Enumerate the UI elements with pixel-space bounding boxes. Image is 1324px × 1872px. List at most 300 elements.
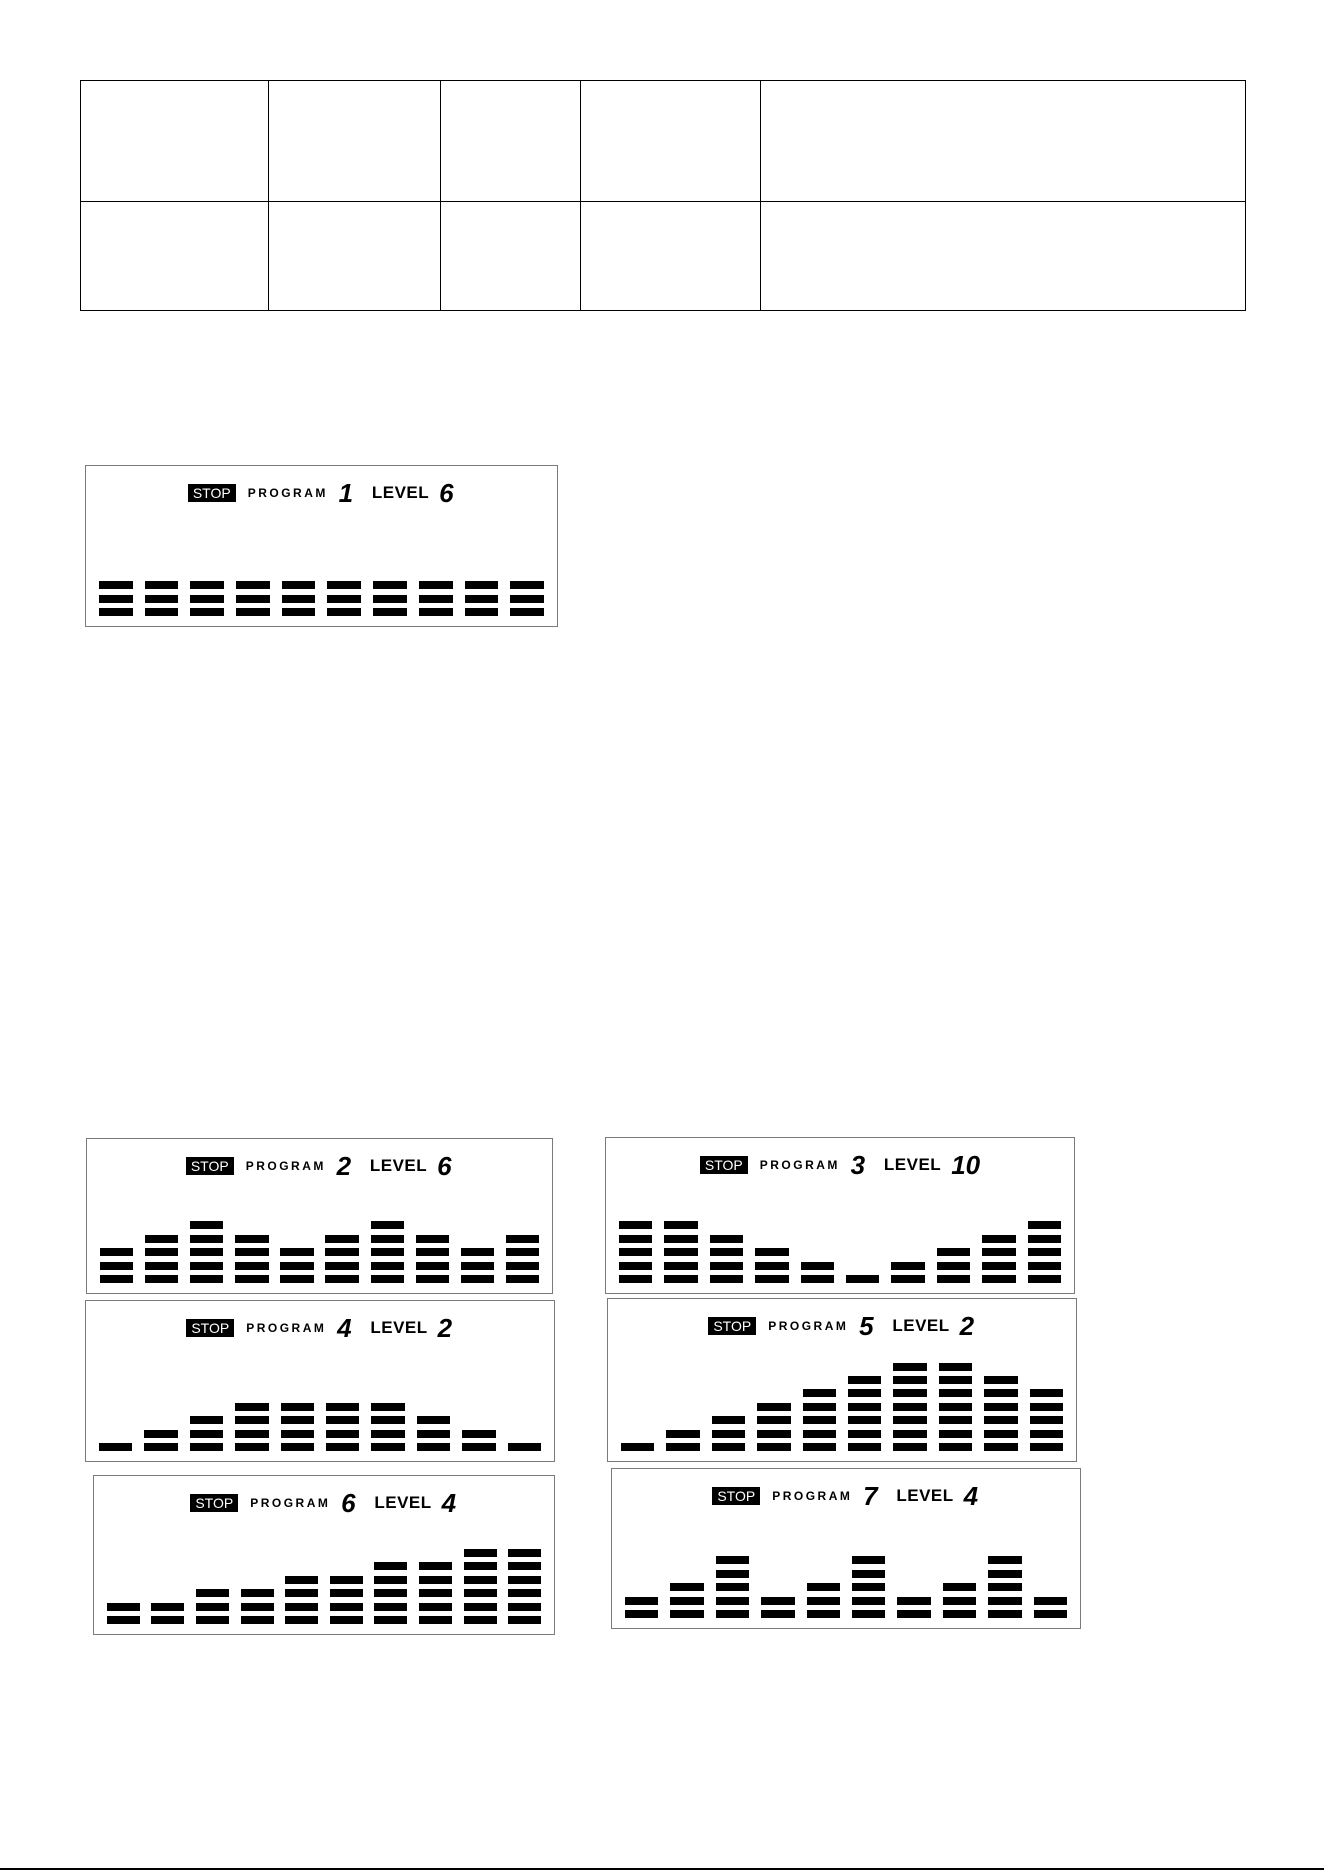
bar-segment — [893, 1363, 927, 1371]
bar-segment — [939, 1389, 973, 1397]
bar-segment — [1030, 1416, 1064, 1424]
bar-segment — [465, 595, 499, 603]
bar-segment — [374, 1562, 407, 1570]
bar-segment — [757, 1403, 791, 1411]
bar-segment — [371, 1221, 404, 1229]
lcd-display-program-1 — [85, 465, 558, 627]
bar-segment — [464, 1603, 497, 1611]
bar-segment — [619, 1221, 653, 1229]
level-number: 6 — [437, 1151, 452, 1181]
bar-segment — [710, 1262, 744, 1270]
bar-segment — [417, 1430, 451, 1438]
bar-segment — [190, 1430, 224, 1438]
level-number: 2 — [437, 1313, 453, 1343]
bar-segment — [464, 1589, 497, 1597]
bar-segment — [241, 1603, 274, 1611]
bar-segment — [327, 608, 361, 616]
level-number: 6 — [439, 478, 454, 508]
bar-segment — [1028, 1262, 1062, 1270]
bar-segment — [241, 1616, 274, 1624]
bar-segment — [235, 1248, 268, 1256]
bar-segment — [506, 1248, 539, 1256]
bar-segment — [462, 1443, 496, 1451]
bar-segment — [416, 1275, 449, 1283]
bar-segment — [664, 1235, 698, 1243]
bar-segment — [852, 1556, 886, 1564]
bar-segment — [893, 1416, 927, 1424]
bar-segment — [144, 1430, 178, 1438]
lcd-display-program-4 — [85, 1300, 555, 1462]
bar-segment — [939, 1403, 973, 1411]
table-cell — [441, 81, 581, 202]
program-number: 4 — [337, 1313, 352, 1343]
bar-segment — [371, 1403, 405, 1411]
bar-segment — [151, 1603, 184, 1611]
bar-segment — [461, 1275, 494, 1283]
bar-segment — [893, 1443, 927, 1451]
program-label: PROGRAM — [245, 1159, 326, 1173]
bar-segment — [145, 608, 179, 616]
bar-segment — [510, 608, 544, 616]
bar-segment — [710, 1248, 744, 1256]
bar-segment — [325, 1235, 358, 1243]
bar-segment — [1028, 1235, 1062, 1243]
bar-segment — [235, 1235, 268, 1243]
bar-segment — [664, 1275, 698, 1283]
bar-segment — [664, 1248, 698, 1256]
bar-segment — [235, 1416, 269, 1424]
bar-segment — [100, 1275, 133, 1283]
bar-segment — [943, 1583, 977, 1591]
bar-segment — [710, 1235, 744, 1243]
bar-segment — [508, 1562, 541, 1570]
lcd-display-program-6 — [93, 1475, 555, 1635]
bar-segment — [285, 1576, 318, 1584]
bar-segment — [190, 581, 224, 589]
bar-profile — [86, 1301, 554, 1461]
bar-segment — [937, 1275, 971, 1283]
bar-segment — [190, 1248, 223, 1256]
bar-segment — [848, 1376, 882, 1384]
bar-segment — [416, 1262, 449, 1270]
bar-segment — [801, 1275, 835, 1283]
bar-segment — [1028, 1275, 1062, 1283]
bar-segment — [373, 608, 407, 616]
bar-segment — [755, 1248, 789, 1256]
table-row — [81, 202, 1246, 311]
stop-indicator: STOP — [700, 1156, 748, 1174]
bar-segment — [280, 1248, 313, 1256]
bar-segment — [757, 1416, 791, 1424]
bar-segment — [417, 1443, 451, 1451]
page-bottom-rule — [0, 1868, 1324, 1870]
bar-segment — [666, 1443, 700, 1451]
bar-segment — [190, 1275, 223, 1283]
stop-indicator: STOP — [186, 1157, 234, 1175]
bar-segment — [280, 1262, 313, 1270]
bar-segment — [670, 1610, 704, 1618]
bar-segment — [196, 1589, 229, 1597]
bar-segment — [852, 1597, 886, 1605]
bar-segment — [325, 1262, 358, 1270]
bar-segment — [419, 1562, 452, 1570]
stop-indicator: STOP — [188, 484, 236, 502]
bar-segment — [285, 1603, 318, 1611]
bar-segment — [464, 1576, 497, 1584]
bar-segment — [416, 1235, 449, 1243]
bar-segment — [330, 1576, 363, 1584]
bar-segment — [327, 595, 361, 603]
bar-segment — [419, 1576, 452, 1584]
bar-segment — [280, 1275, 313, 1283]
bar-segment — [107, 1616, 140, 1624]
bar-segment — [374, 1589, 407, 1597]
bar-segment — [151, 1616, 184, 1624]
bar-segment — [416, 1248, 449, 1256]
bar-segment — [464, 1562, 497, 1570]
bar-segment — [145, 1262, 178, 1270]
bar-segment — [190, 1443, 224, 1451]
bar-segment — [107, 1603, 140, 1611]
program-number: 1 — [338, 478, 354, 508]
bar-segment — [712, 1416, 746, 1424]
bar-segment — [807, 1597, 841, 1605]
bar-segment — [803, 1389, 837, 1397]
bar-segment — [625, 1610, 659, 1618]
bar-segment — [984, 1389, 1018, 1397]
level-label: LEVEL — [371, 483, 430, 502]
level-label: LEVEL — [892, 1316, 950, 1335]
bar-profile — [608, 1299, 1076, 1461]
bar-segment — [625, 1597, 659, 1605]
bar-segment — [508, 1589, 541, 1597]
bar-segment — [807, 1583, 841, 1591]
bar-segment — [1034, 1610, 1068, 1618]
bar-segment — [100, 1248, 133, 1256]
bar-segment — [235, 1443, 269, 1451]
bar-segment — [325, 1275, 358, 1283]
bar-segment — [982, 1275, 1016, 1283]
bar-segment — [801, 1262, 835, 1270]
bar-segment — [465, 581, 499, 589]
bar-segment — [848, 1403, 882, 1411]
program-label: PROGRAM — [768, 1319, 849, 1333]
bar-profile — [606, 1138, 1074, 1293]
stop-indicator: STOP — [186, 1319, 234, 1337]
program-label: PROGRAM — [246, 1321, 327, 1335]
bar-segment — [716, 1556, 750, 1564]
bar-segment — [235, 1262, 268, 1270]
bar-segment — [803, 1416, 837, 1424]
bar-segment — [145, 1275, 178, 1283]
bar-segment — [893, 1389, 927, 1397]
bar-segment — [144, 1443, 178, 1451]
program-number: 6 — [341, 1488, 356, 1518]
bar-segment — [325, 1248, 358, 1256]
bar-segment — [891, 1275, 925, 1283]
bar-segment — [848, 1389, 882, 1397]
bar-segment — [939, 1416, 973, 1424]
table-cell — [441, 202, 581, 311]
bar-segment — [371, 1416, 405, 1424]
bar-segment — [619, 1248, 653, 1256]
bar-segment — [282, 581, 316, 589]
bar-segment — [619, 1235, 653, 1243]
bar-segment — [984, 1443, 1018, 1451]
bar-segment — [145, 581, 179, 589]
bar-segment — [371, 1275, 404, 1283]
table-row — [81, 81, 1246, 202]
bar-segment — [716, 1610, 750, 1618]
bar-segment — [282, 595, 316, 603]
level-number: 4 — [963, 1481, 979, 1511]
bar-segment — [281, 1403, 315, 1411]
bar-segment — [755, 1275, 789, 1283]
bar-segment — [374, 1576, 407, 1584]
bar-segment — [939, 1443, 973, 1451]
bar-segment — [712, 1443, 746, 1451]
level-label: LEVEL — [896, 1486, 954, 1505]
bar-segment — [190, 1235, 223, 1243]
bar-segment — [984, 1430, 1018, 1438]
program-label: PROGRAM — [772, 1489, 853, 1503]
bar-segment — [506, 1235, 539, 1243]
bar-segment — [99, 595, 133, 603]
bar-segment — [236, 581, 270, 589]
bar-segment — [464, 1549, 497, 1557]
bar-segment — [241, 1589, 274, 1597]
bar-segment — [371, 1235, 404, 1243]
bar-segment — [99, 1443, 133, 1451]
bar-segment — [464, 1616, 497, 1624]
bar-segment — [330, 1589, 363, 1597]
bar-segment — [848, 1443, 882, 1451]
table-cell — [269, 81, 441, 202]
bar-segment — [374, 1603, 407, 1611]
bar-segment — [326, 1416, 360, 1424]
bar-segment — [807, 1610, 841, 1618]
bar-segment — [99, 581, 133, 589]
bar-segment — [897, 1610, 931, 1618]
bar-segment — [506, 1262, 539, 1270]
bar-segment — [988, 1597, 1022, 1605]
bar-segment — [848, 1430, 882, 1438]
bar-segment — [1028, 1248, 1062, 1256]
bar-segment — [664, 1262, 698, 1270]
bar-segment — [373, 595, 407, 603]
program-number: 7 — [863, 1481, 878, 1511]
bar-segment — [848, 1416, 882, 1424]
stop-indicator: STOP — [712, 1487, 760, 1505]
lcd-display-program-3 — [605, 1137, 1075, 1294]
level-number: 2 — [959, 1311, 975, 1341]
bar-segment — [937, 1262, 971, 1270]
bar-segment — [235, 1403, 269, 1411]
bar-segment — [1030, 1389, 1064, 1397]
bar-segment — [285, 1589, 318, 1597]
bar-segment — [373, 581, 407, 589]
bar-segment — [757, 1443, 791, 1451]
table-cell — [581, 202, 761, 311]
bar-segment — [327, 581, 361, 589]
table-cell — [581, 81, 761, 202]
bar-segment — [419, 581, 453, 589]
bar-segment — [510, 595, 544, 603]
spec-table — [80, 80, 1246, 311]
bar-segment — [145, 1235, 178, 1243]
bar-segment — [621, 1443, 655, 1451]
bar-segment — [462, 1430, 496, 1438]
bar-segment — [417, 1416, 451, 1424]
bar-profile — [86, 466, 557, 626]
bar-segment — [326, 1443, 360, 1451]
bar-segment — [982, 1262, 1016, 1270]
bar-segment — [984, 1403, 1018, 1411]
bar-segment — [461, 1262, 494, 1270]
bar-segment — [508, 1616, 541, 1624]
bar-segment — [371, 1248, 404, 1256]
bar-segment — [190, 595, 224, 603]
bar-segment — [1030, 1403, 1064, 1411]
bar-segment — [508, 1603, 541, 1611]
bar-segment — [716, 1583, 750, 1591]
bar-segment — [1030, 1430, 1064, 1438]
program-label: PROGRAM — [759, 1158, 840, 1172]
bar-segment — [757, 1430, 791, 1438]
bar-segment — [326, 1430, 360, 1438]
bar-segment — [326, 1403, 360, 1411]
program-label: PROGRAM — [250, 1496, 331, 1510]
bar-segment — [666, 1430, 700, 1438]
bar-segment — [419, 608, 453, 616]
bar-segment — [982, 1235, 1016, 1243]
program-label: PROGRAM — [247, 486, 328, 500]
bar-segment — [330, 1616, 363, 1624]
bar-segment — [939, 1376, 973, 1384]
bar-segment — [670, 1583, 704, 1591]
bar-profile — [87, 1139, 552, 1293]
bar-segment — [897, 1597, 931, 1605]
bar-segment — [988, 1610, 1022, 1618]
bar-segment — [145, 595, 179, 603]
bar-segment — [988, 1583, 1022, 1591]
bar-segment — [510, 581, 544, 589]
table-cell — [81, 202, 269, 311]
bar-segment — [506, 1275, 539, 1283]
bar-segment — [285, 1616, 318, 1624]
bar-segment — [716, 1597, 750, 1605]
lcd-display-program-5 — [607, 1298, 1077, 1462]
bar-segment — [937, 1248, 971, 1256]
level-label: LEVEL — [883, 1155, 942, 1174]
bar-segment — [982, 1248, 1016, 1256]
bar-segment — [419, 1603, 452, 1611]
bar-segment — [716, 1570, 750, 1578]
bar-segment — [196, 1603, 229, 1611]
bar-segment — [190, 608, 224, 616]
bar-segment — [943, 1610, 977, 1618]
bar-segment — [235, 1275, 268, 1283]
bar-segment — [984, 1376, 1018, 1384]
lcd-display-program-7 — [611, 1468, 1081, 1629]
stop-indicator: STOP — [190, 1494, 238, 1512]
bar-segment — [755, 1262, 789, 1270]
bar-segment — [852, 1610, 886, 1618]
bar-segment — [852, 1570, 886, 1578]
bar-segment — [330, 1603, 363, 1611]
bar-segment — [852, 1583, 886, 1591]
bar-segment — [761, 1610, 795, 1618]
bar-profile — [94, 1476, 554, 1634]
bar-segment — [619, 1262, 653, 1270]
level-label: LEVEL — [370, 1318, 428, 1337]
bar-segment — [893, 1376, 927, 1384]
stop-indicator: STOP — [708, 1317, 756, 1335]
bar-segment — [235, 1430, 269, 1438]
bar-segment — [1030, 1443, 1064, 1451]
table-cell — [269, 202, 441, 311]
level-number: 10 — [951, 1150, 981, 1180]
bar-segment — [893, 1430, 927, 1438]
bar-segment — [670, 1597, 704, 1605]
bar-segment — [710, 1275, 744, 1283]
bar-segment — [236, 595, 270, 603]
bar-segment — [281, 1443, 315, 1451]
bar-segment — [419, 1616, 452, 1624]
bar-segment — [374, 1616, 407, 1624]
bar-segment — [1028, 1221, 1062, 1229]
bar-segment — [371, 1443, 405, 1451]
bar-segment — [508, 1443, 542, 1451]
level-number: 4 — [441, 1488, 457, 1518]
bar-segment — [619, 1275, 653, 1283]
bar-segment — [939, 1363, 973, 1371]
bar-segment — [1034, 1597, 1068, 1605]
bar-segment — [461, 1248, 494, 1256]
bar-segment — [281, 1416, 315, 1424]
bar-segment — [803, 1430, 837, 1438]
bar-segment — [939, 1430, 973, 1438]
bar-segment — [419, 595, 453, 603]
program-number: 2 — [336, 1151, 352, 1181]
bar-segment — [803, 1403, 837, 1411]
bar-segment — [761, 1597, 795, 1605]
bar-segment — [419, 1589, 452, 1597]
table-cell — [81, 81, 269, 202]
bar-segment — [100, 1262, 133, 1270]
bar-segment — [508, 1576, 541, 1584]
bar-segment — [282, 608, 316, 616]
program-number: 5 — [859, 1311, 874, 1341]
bar-segment — [988, 1570, 1022, 1578]
bar-segment — [145, 1248, 178, 1256]
bar-segment — [984, 1416, 1018, 1424]
bar-segment — [236, 608, 270, 616]
lcd-display-program-2 — [86, 1138, 553, 1294]
bar-profile — [612, 1469, 1080, 1628]
program-number: 3 — [850, 1150, 866, 1180]
bar-segment — [371, 1430, 405, 1438]
bar-segment — [988, 1556, 1022, 1564]
table-cell — [761, 202, 1246, 311]
bar-segment — [99, 608, 133, 616]
bar-segment — [371, 1262, 404, 1270]
bar-segment — [196, 1616, 229, 1624]
level-label: LEVEL — [374, 1493, 432, 1512]
bar-segment — [846, 1275, 880, 1283]
bar-segment — [893, 1403, 927, 1411]
bar-segment — [190, 1262, 223, 1270]
